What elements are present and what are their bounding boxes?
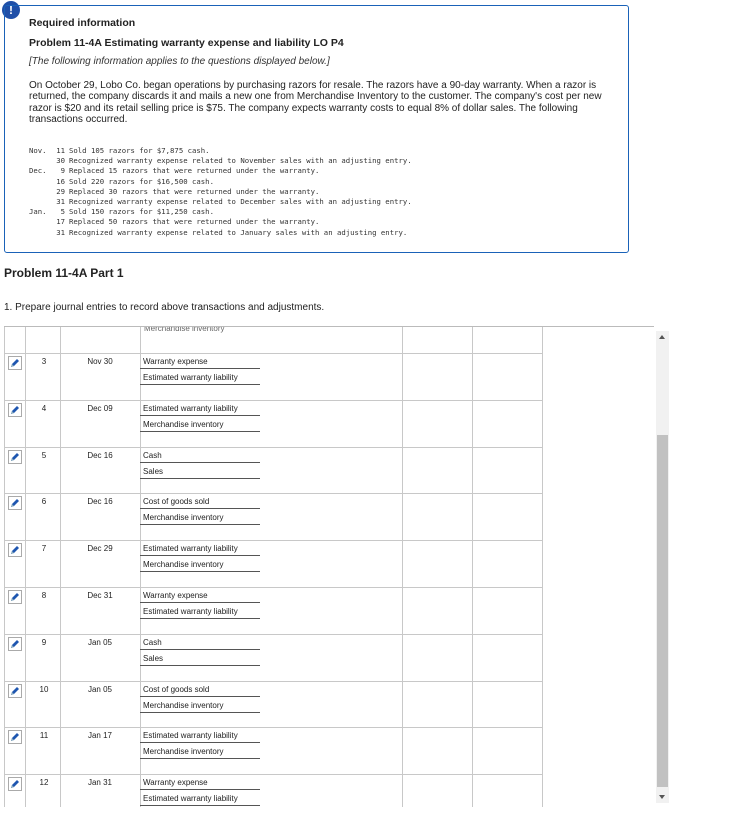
transaction-month — [29, 177, 51, 187]
instruction-text: 1. Prepare journal entries to record above transactions and adjustments. — [4, 302, 325, 313]
journal-entry-grid — [4, 326, 654, 807]
pencil-edit-icon[interactable] — [8, 403, 22, 417]
entry-date: Dec 29 — [87, 544, 113, 554]
transaction-item — [29, 217, 412, 227]
transaction-day: 11 — [56, 146, 65, 155]
problem-title: Problem 11-4A Estimating warranty expense and liability LO P4 — [29, 37, 344, 49]
entry-date: Jan 17 — [87, 731, 113, 741]
entry-number: 5 — [41, 450, 47, 460]
credit-account: Estimated warranty liability — [140, 605, 260, 619]
journal-entry-row — [4, 635, 654, 681]
transaction-item — [29, 166, 412, 176]
scroll-up-arrow-icon[interactable] — [659, 335, 665, 339]
transaction-day: 5 — [60, 207, 65, 217]
credit-account: Estimated warranty liability — [140, 792, 260, 806]
entry-number: 11 — [39, 731, 49, 741]
credit-account: Merchandise inventory — [140, 699, 260, 713]
info-note: [The following information applies to the questions displayed below.] — [29, 56, 330, 67]
transaction-text: Recognized warranty expense related to December sales with an adjusting entry. — [69, 197, 412, 207]
credit-account: Estimated warranty liability — [140, 371, 260, 385]
transaction-month — [29, 197, 51, 207]
pencil-edit-icon[interactable] — [8, 356, 22, 370]
credit-account: Merchandise inventory — [140, 558, 260, 572]
credit-account: Merchandise inventory — [140, 511, 260, 525]
transaction-item — [29, 197, 412, 207]
pencil-edit-icon[interactable] — [8, 777, 22, 791]
entry-number: 9 — [41, 637, 47, 647]
required-information-title: Required information — [29, 17, 136, 29]
transaction-day: 17 — [56, 217, 65, 227]
problem-description: On October 29, Lobo Co. began operations by purchasing razors for resale. The razors have a 90-day warranty. When a razor is returned, the company discards it and mails a new one from Merchandise Inventory to the customer. The company's cost per new razor is $20 and its retail selling price is $75. The company expects warranty costs to equal 8% of dollar sales. The following transactions occurred. — [29, 80, 602, 125]
transaction-item — [29, 228, 412, 238]
debit-account: Cash — [140, 449, 260, 463]
debit-account: Estimated warranty liability — [140, 542, 260, 556]
debit-account: Warranty expense — [140, 589, 260, 603]
credit-account: Merchandise inventory — [140, 418, 260, 432]
transaction-day: 29 — [56, 186, 65, 196]
entry-number: 6 — [41, 497, 47, 507]
transaction-text: Sold 220 razors for $16,500 cash. — [69, 176, 214, 186]
entry-date: Nov 30 — [87, 357, 113, 366]
transaction-item — [29, 177, 412, 187]
debit-account: Estimated warranty liability — [140, 402, 260, 416]
credit-account: Merchandise inventory — [140, 745, 260, 759]
entry-date: Dec 16 — [87, 497, 113, 507]
debit-account: Cost of goods sold — [140, 683, 260, 697]
transaction-day: 31 — [56, 197, 65, 207]
entry-date: Jan 05 — [87, 684, 113, 694]
transaction-text: Sold 150 razors for $11,250 cash. — [69, 207, 214, 217]
vertical-scrollbar[interactable] — [656, 331, 669, 803]
transaction-text: Replaced 30 razors that were returned under the warranty. — [69, 186, 320, 196]
debit-account: Cost of goods sold — [140, 495, 260, 509]
transaction-item — [29, 187, 412, 197]
journal-entry-row — [4, 588, 654, 634]
credit-account: Sales — [140, 465, 260, 479]
transaction-text: Recognized warranty expense related to January sales with an adjusting entry. — [69, 227, 408, 237]
entry-number: 3 — [41, 357, 47, 366]
transaction-month — [29, 228, 51, 238]
transaction-month — [29, 156, 51, 166]
journal-entry-row — [4, 448, 654, 494]
scrollbar-thumb[interactable] — [657, 435, 668, 787]
transaction-list — [29, 146, 412, 238]
entry-number: 10 — [39, 684, 49, 694]
pencil-edit-icon[interactable] — [8, 730, 22, 744]
entry-date: Dec 31 — [87, 591, 113, 600]
debit-account: Warranty expense — [140, 355, 260, 369]
transaction-month: Nov. — [29, 146, 47, 155]
alert-icon: ! — [2, 1, 20, 19]
cutoff-row-text: Merchandise inventory — [144, 326, 225, 333]
journal-entry-row — [4, 354, 654, 400]
part-title: Problem 11-4A Part 1 — [4, 266, 124, 280]
journal-entry-row — [4, 775, 654, 807]
journal-entry-row — [4, 541, 654, 587]
journal-entry-row — [4, 728, 654, 774]
transaction-month: Jan. — [29, 207, 47, 217]
pencil-edit-icon[interactable] — [8, 543, 22, 557]
entry-date: Jan 05 — [87, 637, 113, 647]
transaction-month — [29, 217, 51, 227]
journal-entry-row — [4, 494, 654, 540]
transaction-item — [29, 156, 412, 166]
entry-date: Dec 16 — [87, 450, 113, 460]
entry-number: 12 — [39, 778, 49, 788]
entry-date: Jan 31 — [87, 778, 113, 788]
pencil-edit-icon[interactable] — [8, 450, 22, 464]
pencil-edit-icon[interactable] — [8, 496, 22, 510]
transaction-item — [29, 207, 412, 217]
entry-number: 8 — [41, 591, 47, 600]
transaction-day: 31 — [56, 227, 65, 237]
transaction-text: Sold 105 razors for $7,875 cash. — [69, 146, 210, 155]
transaction-day: 16 — [56, 176, 65, 186]
pencil-edit-icon[interactable] — [8, 684, 22, 698]
transaction-text: Replaced 50 razors that were returned under the warranty. — [69, 217, 320, 227]
debit-account: Estimated warranty liability — [140, 729, 260, 743]
transaction-text: Replaced 15 razors that were returned under the warranty. — [69, 166, 320, 176]
journal-entry-row — [4, 682, 654, 728]
debit-account: Warranty expense — [140, 776, 260, 790]
pencil-edit-icon[interactable] — [8, 637, 22, 651]
transaction-text: Recognized warranty expense related to November sales with an adjusting entry. — [69, 156, 412, 166]
transaction-day: 30 — [56, 156, 65, 166]
transaction-month — [29, 187, 51, 197]
entry-date: Dec 09 — [87, 403, 113, 413]
transaction-item — [29, 146, 412, 156]
debit-account: Cash — [140, 636, 260, 650]
scroll-down-arrow-icon[interactable] — [659, 795, 665, 799]
entry-number: 4 — [41, 403, 47, 413]
credit-account: Sales — [140, 652, 260, 666]
transaction-month: Dec. — [29, 166, 47, 176]
journal-entry-row — [4, 401, 654, 447]
transaction-day: 9 — [60, 166, 65, 176]
pencil-edit-icon[interactable] — [8, 590, 22, 604]
entry-number: 7 — [41, 544, 47, 554]
